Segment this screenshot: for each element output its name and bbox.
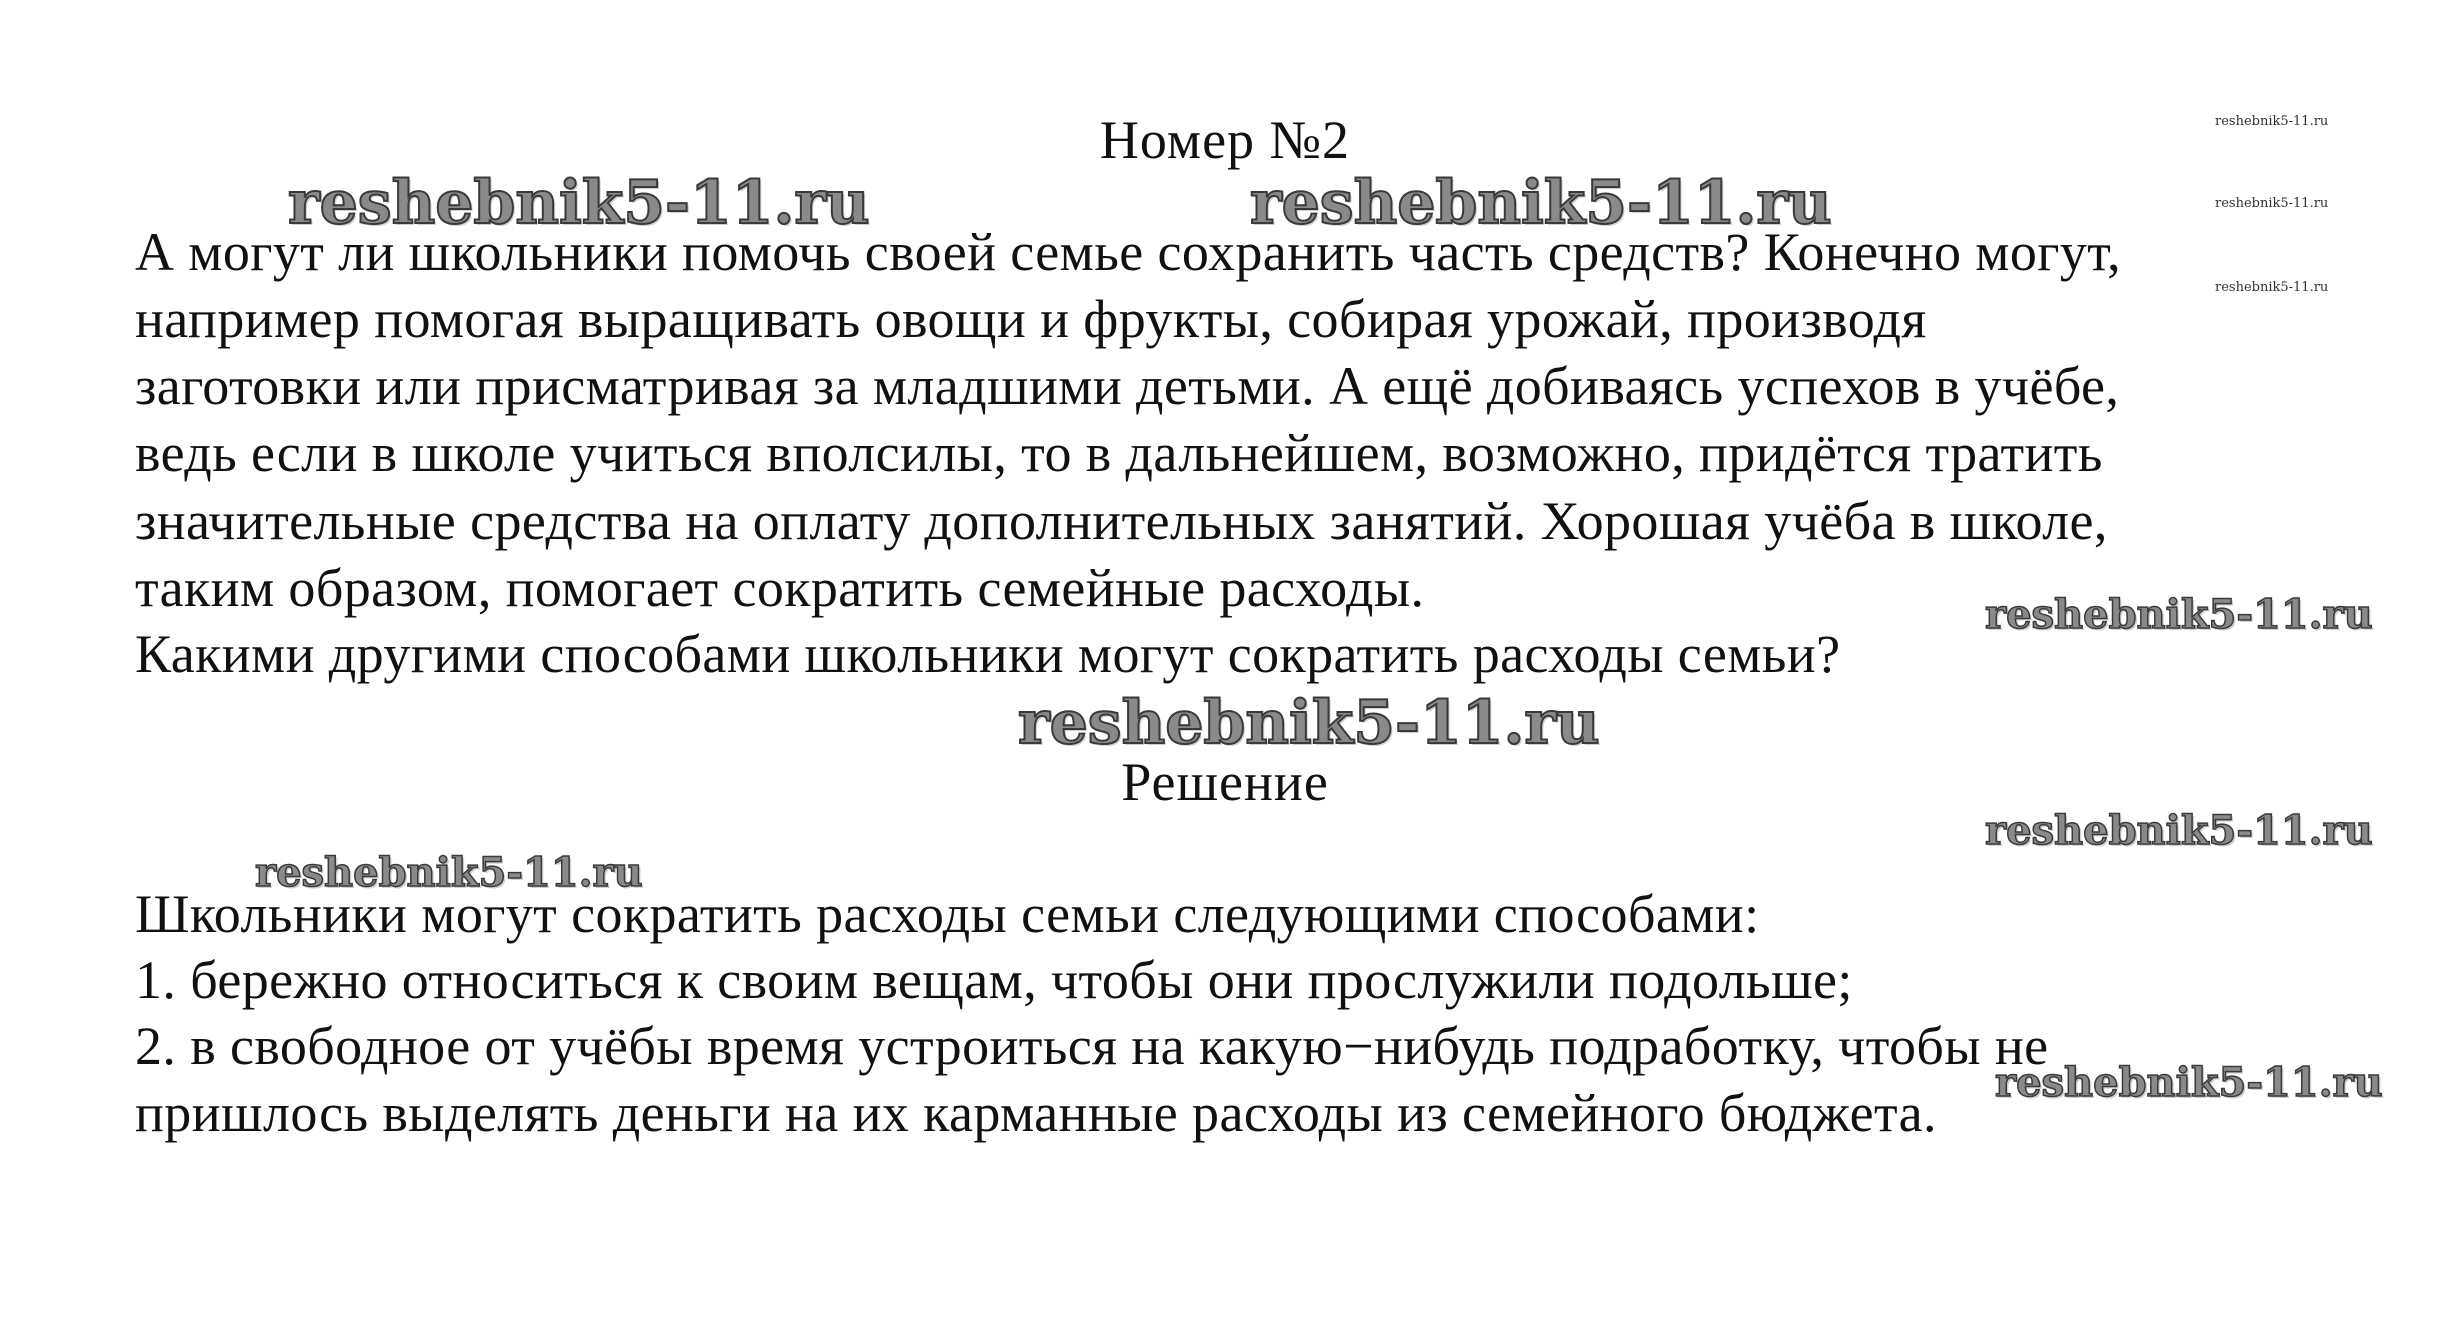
watermark-medium-4: reshebnik5-11.ru [1995, 1059, 2383, 1106]
page-title: Номер №2 [1099, 110, 1351, 170]
watermark-large-3: reshebnik5-11.ru [1018, 688, 1600, 758]
question-line-2: например помогая выращивать овощи и фрукты, собирая урожай, производя [135, 289, 1927, 349]
question-line-4: ведь если в школе учиться вполсилы, то в дальнейшем, возможно, придётся тратить [135, 423, 2103, 483]
watermark-tiny-2: reshebnik5-11.ru [2215, 196, 2329, 211]
question-line-7: Какими другими способами школьники могут сократить расходы семьи? [135, 624, 1841, 684]
watermark-tiny-1: reshebnik5-11.ru [2215, 114, 2329, 129]
question-line-5: значительные средства на оплату дополнительных занятий. Хорошая учёба в школе, [135, 491, 2108, 551]
watermark-medium-3: reshebnik5-11.ru [255, 849, 643, 896]
solution-line-1: Школьники могут сократить расходы семьи следующими способами: [135, 884, 1760, 944]
question-line-6: таким образом, помогает сократить семейные расходы. [135, 558, 1425, 618]
watermark-medium-2: reshebnik5-11.ru [1985, 807, 2373, 854]
question-line-1: А могут ли школьники помочь своей семье сохранить часть средств? Конечно могут, [135, 222, 2122, 282]
solution-line-2: 1. бережно относиться к своим вещам, чтобы они прослужили подольше; [135, 950, 1853, 1010]
solution-line-3: 2. в свободное от учёбы время устроиться на какую−нибудь подработку, чтобы не [135, 1016, 2049, 1076]
watermark-large-2: reshebnik5-11.ru [1250, 168, 1832, 238]
solution-line-4: пришлось выделять деньги на их карманные расходы из семейного бюджета. [135, 1083, 1937, 1143]
question-line-3: заготовки или присматривая за младшими детьми. А ещё добиваясь успехов в учёбе, [135, 356, 2120, 416]
watermark-medium-1: reshebnik5-11.ru [1985, 591, 2373, 638]
watermark-large-1: reshebnik5-11.ru [288, 168, 870, 238]
solution-heading: Решение [1121, 752, 1329, 812]
watermark-tiny-3: reshebnik5-11.ru [2215, 280, 2329, 295]
